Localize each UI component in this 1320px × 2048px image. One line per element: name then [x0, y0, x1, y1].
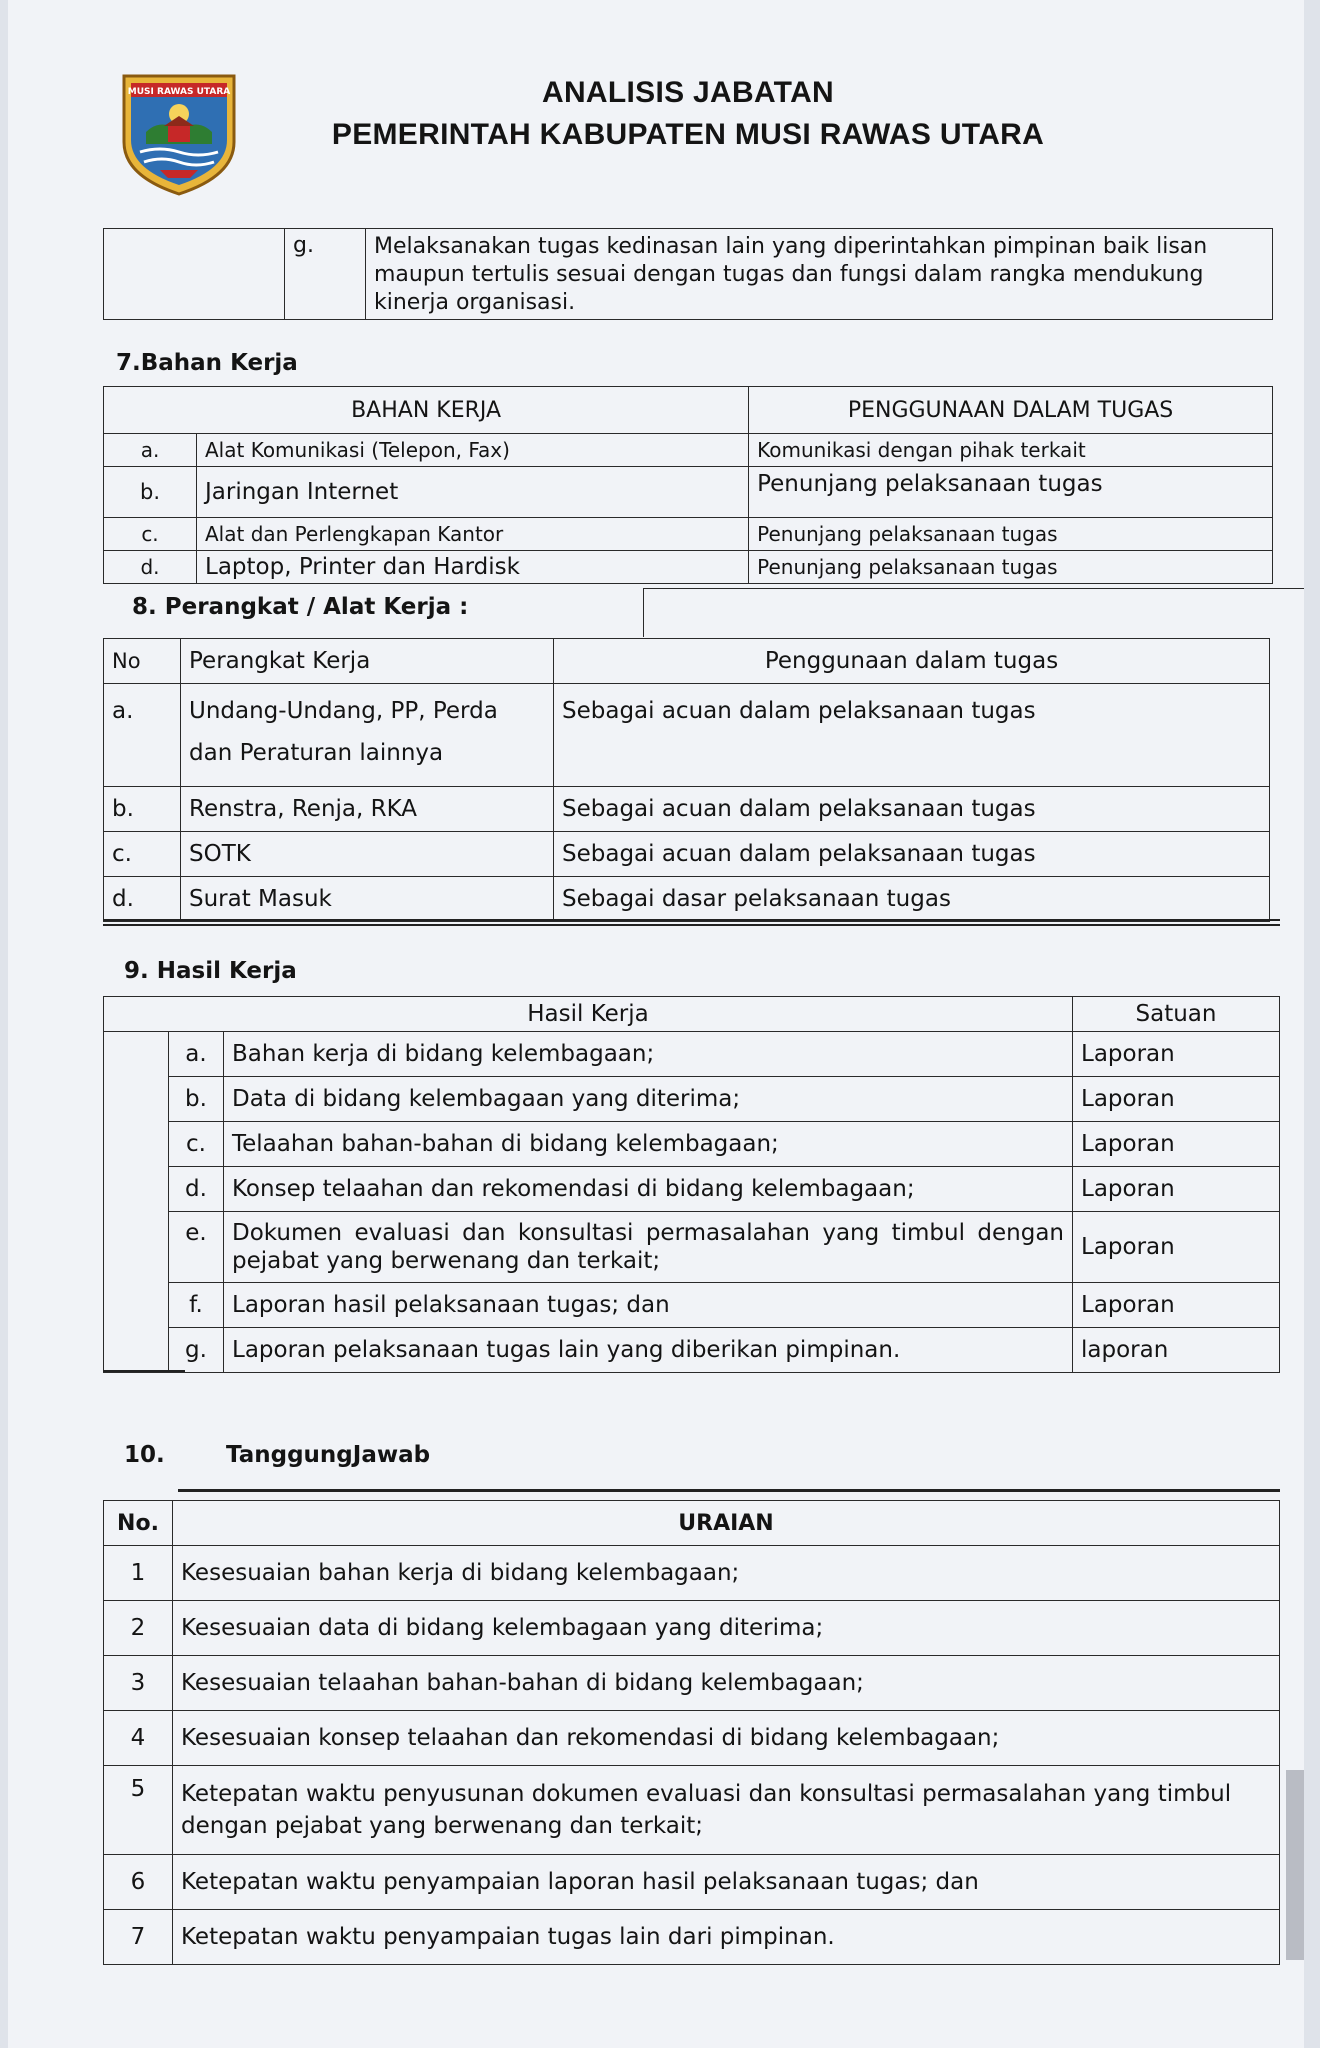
row-letter: b. [104, 787, 181, 832]
hasil-item: Data di bidang kelembagaan yang diterima; [224, 1077, 1073, 1122]
row-letter: g. [285, 229, 366, 320]
hasil-unit: Laporan [1073, 1032, 1280, 1077]
row-letter: a. [169, 1032, 224, 1077]
blank-cell [104, 1032, 169, 1077]
bahan-item: Alat Komunikasi (Telepon, Fax) [197, 434, 749, 467]
table-row [104, 467, 1273, 518]
bahan-use: Penunjang pelaksanaan tugas [749, 551, 1273, 584]
blank-cell [104, 1122, 169, 1167]
row-number: 3 [104, 1656, 173, 1711]
hasil-item: Dokumen evaluasi dan konsultasi permasalahan yang timbul dengan pejabat yang berwenang dan terkait; [224, 1212, 1073, 1283]
row-number: 5 [104, 1766, 173, 1855]
row-letter: c. [104, 518, 197, 551]
hasil-unit: laporan [1073, 1328, 1280, 1373]
heading-rule [178, 1489, 1280, 1492]
hasil-unit: Laporan [1073, 1122, 1280, 1167]
table-row [104, 1601, 1280, 1656]
table-row [104, 832, 1270, 877]
table-header-row [104, 1501, 1280, 1546]
document-page [8, 0, 1304, 2048]
column-header-penggunaan: PENGGUNAAN DALAM TUGAS [749, 387, 1273, 434]
uraian-text: Kesesuaian data di bidang kelembagaan yang diterima; [173, 1601, 1280, 1656]
row-number: 6 [104, 1855, 173, 1910]
table-row [104, 1032, 1280, 1077]
musi-rawas-utara-crest-icon [120, 72, 238, 198]
table-header-row [104, 387, 1273, 434]
table-row [104, 1212, 1280, 1283]
perangkat-item: Undang-Undang, PP, Perda dan Peraturan lainnya [181, 684, 554, 787]
hasil-kerja-table [103, 996, 1280, 1373]
perangkat-item: Renstra, Renja, RKA [181, 787, 554, 832]
perangkat-item: Surat Masuk [181, 877, 554, 922]
blank-cell [104, 1167, 169, 1212]
column-header-no: No [104, 639, 181, 684]
column-header-perangkat: Perangkat Kerja [181, 639, 554, 684]
underline-rule [103, 1370, 185, 1372]
uraian-text: Ketepatan waktu penyampaian laporan hasil pelaksanaan tugas; dan [173, 1855, 1280, 1910]
perangkat-use: Sebagai acuan dalam pelaksanaan tugas [554, 832, 1270, 877]
uraian-text: Kesesuaian konsep telaahan dan rekomendasi di bidang kelembagaan; [173, 1711, 1280, 1766]
section-heading-tanggung-jawab: TanggungJawab [226, 1442, 431, 1468]
table-row [104, 1167, 1280, 1212]
row-letter: g. [169, 1328, 224, 1373]
table-row [104, 229, 1273, 320]
blank-cell [104, 229, 285, 320]
task-description: Melaksanakan tugas kedinasan lain yang diperintahkan pimpinan baik lisan maupun tertulis sesuai dengan tugas dan fungsi dalam rangka mendukung kinerja organisasi. [366, 229, 1273, 320]
hasil-unit: Laporan [1073, 1283, 1280, 1328]
table-row [104, 877, 1270, 922]
hasil-item: Bahan kerja di bidang kelembagaan; [224, 1032, 1073, 1077]
table-row [104, 1122, 1280, 1167]
column-header-uraian: URAIAN [173, 1501, 1280, 1546]
uraian-text: Kesesuaian bahan kerja di bidang kelembagaan; [173, 1546, 1280, 1601]
table-row [104, 1910, 1280, 1965]
hasil-item: Telaahan bahan-bahan di bidang kelembagaan; [224, 1122, 1073, 1167]
bahan-kerja-table [103, 386, 1273, 584]
section-heading-hasil-kerja: 9. Hasil Kerja [124, 958, 297, 984]
tugas-pokok-continuation-table [103, 228, 1273, 320]
table-row [104, 1283, 1280, 1328]
perangkat-use: Sebagai acuan dalam pelaksanaan tugas [554, 787, 1270, 832]
section-heading-perangkat: 8. Perangkat / Alat Kerja : [132, 594, 469, 620]
perangkat-kerja-table [103, 638, 1270, 922]
section-number-tanggung-jawab: 10. [124, 1442, 165, 1468]
uraian-text: Kesesuaian telaahan bahan-bahan di bidang kelembagaan; [173, 1656, 1280, 1711]
row-number: 4 [104, 1711, 173, 1766]
table-row [104, 1711, 1280, 1766]
row-letter: a. [104, 434, 197, 467]
hasil-item: Laporan hasil pelaksanaan tugas; dan [224, 1283, 1073, 1328]
table-row [104, 684, 1270, 787]
svg-text:MUSI RAWAS UTARA: MUSI RAWAS UTARA [127, 87, 231, 97]
row-number: 7 [104, 1910, 173, 1965]
perangkat-use: Sebagai dasar pelaksanaan tugas [554, 877, 1270, 922]
table-row [104, 787, 1270, 832]
row-number: 1 [104, 1546, 173, 1601]
hasil-unit: Laporan [1073, 1212, 1280, 1283]
row-letter: c. [169, 1122, 224, 1167]
column-header-hasil: Hasil Kerja [104, 997, 1073, 1032]
bahan-item: Alat dan Perlengkapan Kantor [197, 518, 749, 551]
row-letter: f. [169, 1283, 224, 1328]
double-rule [103, 919, 1280, 926]
blank-cell [104, 1077, 169, 1122]
row-letter: e. [169, 1212, 224, 1283]
column-header-no: No. [104, 1501, 173, 1546]
table-row [104, 551, 1273, 584]
blank-cell [104, 1212, 169, 1283]
table-row [104, 1328, 1280, 1373]
section-heading-bahan-kerja: 7.Bahan Kerja [116, 350, 298, 376]
uraian-text: Ketepatan waktu penyampaian tugas lain dari pimpinan. [173, 1910, 1280, 1965]
column-header-penggunaan: Penggunaan dalam tugas [554, 639, 1270, 684]
row-letter: d. [104, 877, 181, 922]
column-header-bahan-kerja: BAHAN KERJA [104, 387, 749, 434]
row-letter: a. [104, 684, 181, 787]
perangkat-item: SOTK [181, 832, 554, 877]
row-letter: d. [104, 551, 197, 584]
table-row [104, 1766, 1280, 1855]
uraian-text: Ketepatan waktu penyusunan dokumen evaluasi dan konsultasi permasalahan yang timbul dengan pejabat yang berwenang dan terkait; [173, 1766, 1280, 1855]
hasil-item: Konsep telaahan dan rekomendasi di bidang kelembagaan; [224, 1167, 1073, 1212]
perangkat-use: Sebagai acuan dalam pelaksanaan tugas [554, 684, 1270, 787]
section-divider [643, 588, 1304, 637]
row-letter: b. [169, 1077, 224, 1122]
bahan-item: Jaringan Internet [197, 467, 749, 518]
document-title: ANALISIS JABATAN [541, 76, 835, 109]
document-subtitle: PEMERINTAH KABUPATEN MUSI RAWAS UTARA [331, 118, 1045, 151]
hasil-unit: Laporan [1073, 1167, 1280, 1212]
table-row [104, 1077, 1280, 1122]
bahan-use: Penunjang pelaksanaan tugas [749, 518, 1273, 551]
blank-cell [104, 1283, 169, 1328]
table-row [104, 518, 1273, 551]
table-row [104, 434, 1273, 467]
tanggung-jawab-table [103, 1500, 1280, 1965]
bahan-use: Penunjang pelaksanaan tugas [749, 467, 1273, 518]
table-row [104, 1546, 1280, 1601]
table-header-row [104, 997, 1280, 1032]
row-letter: d. [169, 1167, 224, 1212]
hasil-unit: Laporan [1073, 1077, 1280, 1122]
row-letter: b. [104, 467, 197, 518]
bahan-use: Komunikasi dengan pihak terkait [749, 434, 1273, 467]
table-header-row [104, 639, 1270, 684]
column-header-satuan: Satuan [1073, 997, 1280, 1032]
row-letter: c. [104, 832, 181, 877]
bahan-item: Laptop, Printer dan Hardisk [197, 551, 749, 584]
document-header [8, 60, 1304, 190]
table-row [104, 1656, 1280, 1711]
table-row [104, 1855, 1280, 1910]
blank-cell [104, 1328, 169, 1373]
hasil-item: Laporan pelaksanaan tugas lain yang diberikan pimpinan. [224, 1328, 1073, 1373]
scan-edge-strip [1286, 1770, 1304, 1960]
row-number: 2 [104, 1601, 173, 1656]
